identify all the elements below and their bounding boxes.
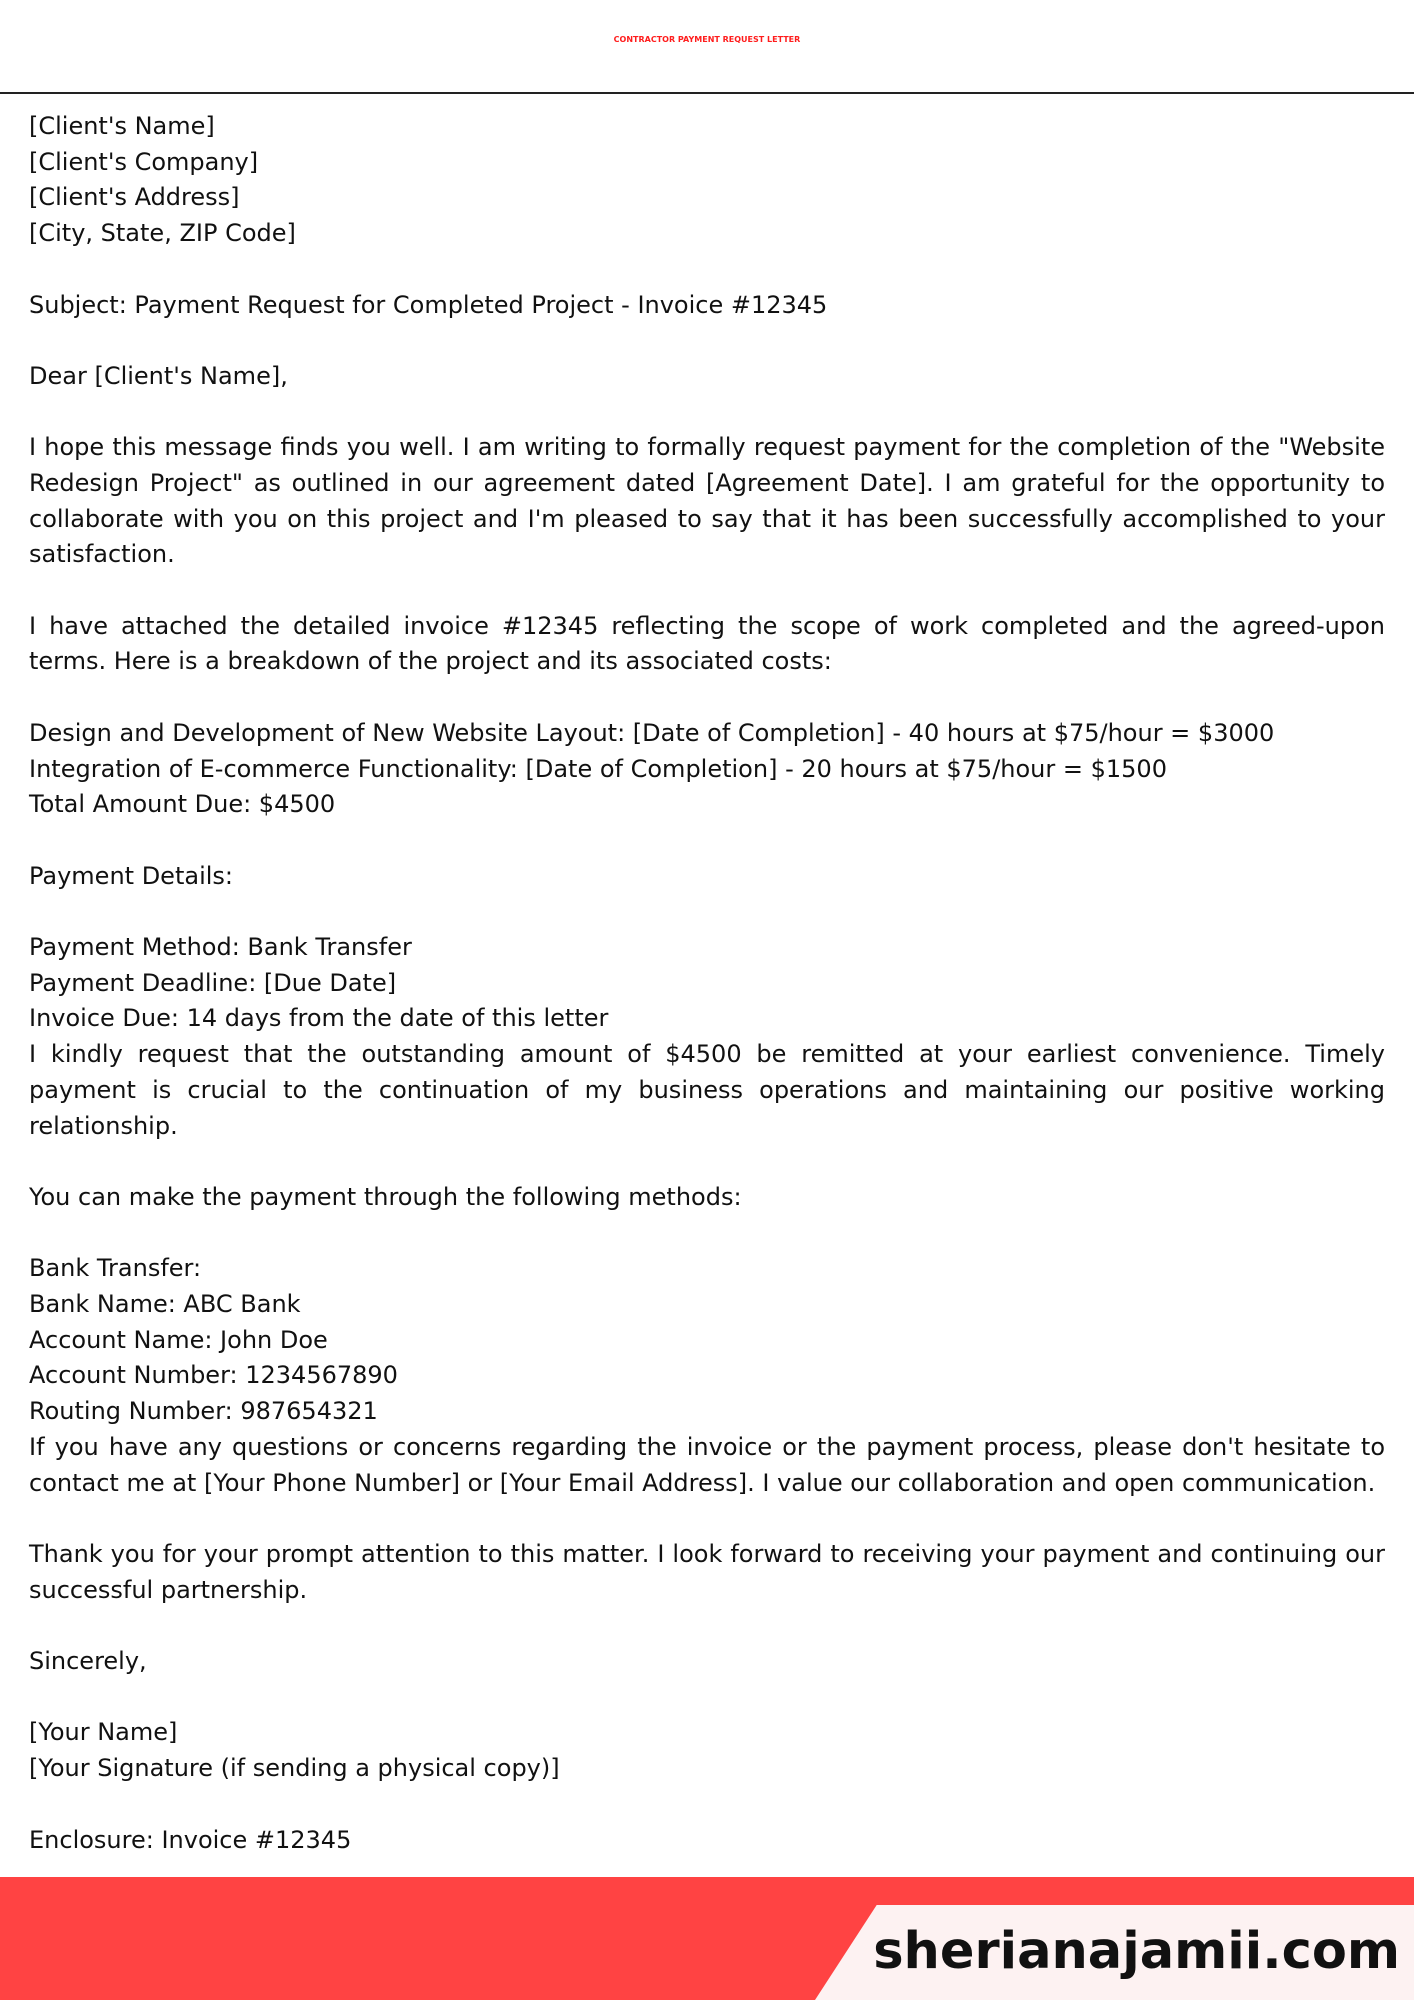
client-city: [City, State, ZIP Code] [29, 219, 296, 248]
spacer [29, 1787, 1385, 1823]
routing-number: Routing Number: 987654321 [29, 1397, 378, 1426]
sender-signature: [Your Signature (if sending a physical copy)] [29, 1754, 560, 1783]
spacer [29, 323, 1385, 359]
client-name: [Client's Name] [29, 112, 215, 140]
spacer [29, 1680, 1385, 1716]
sign-off: Sincerely, [29, 1647, 147, 1676]
request-paragraph: I kindly request that the outstanding amount of $4500 be remitted at your earliest convenience. Timely payment is crucial to the continuation of my business operations and maintaining our positive working relationship. [29, 1040, 1385, 1140]
footer-website: sherianajamii.com [873, 1922, 1400, 1981]
title-divider [0, 92, 1414, 94]
invoice-due: Invoice Due: 14 days from the date of this letter [29, 1004, 609, 1033]
spacer [29, 1144, 1385, 1180]
bank-name: Bank Name: ABC Bank [29, 1290, 301, 1319]
client-company: [Client's Company] [29, 147, 259, 176]
spacer [29, 894, 1385, 930]
payment-deadline: Payment Deadline: [Due Date] [29, 968, 397, 997]
spacer [29, 823, 1385, 859]
breakdown-item: Design and Development of New Website Layout: [Date of Completion] - 40 hours at $75/hour = $3000 [29, 718, 1275, 747]
subject-line: Subject: Payment Request for Completed Project - Invoice #12345 [29, 290, 828, 319]
enclosure: Enclosure: Invoice #12345 [29, 1825, 352, 1854]
client-address: [Client's Address] [29, 183, 240, 212]
bank-transfer-heading: Bank Transfer: [29, 1254, 202, 1283]
invoice-paragraph: I have attached the detailed invoice #12345 reflecting the scope of work completed and the agreed-upon terms. Here is a breakdown of the project and its associated costs: [29, 611, 1385, 676]
spacer [29, 1501, 1385, 1537]
spacer [29, 395, 1385, 431]
account-number: Account Number: 1234567890 [29, 1361, 398, 1390]
payment-method: Payment Method: Bank Transfer [29, 933, 412, 962]
intro-paragraph: I hope this message finds you well. I am writing to formally request payment for the completion of the "Website Redesign Project" as outlined in our agreement dated [Agreement Date]. I am grateful for the opportunity to collaborate with you on this project and I'm pleased to say that it has been successfully accomplished to your satisfaction. [29, 433, 1385, 569]
sender-name: [Your Name] [29, 1718, 178, 1747]
spacer [29, 573, 1385, 609]
account-name: Account Name: John Doe [29, 1325, 328, 1354]
payment-details-heading: Payment Details: [29, 861, 233, 890]
spacer [29, 1216, 1385, 1252]
salutation: Dear [Client's Name], [29, 361, 288, 390]
spacer [29, 680, 1385, 716]
questions-paragraph: If you have any questions or concerns regarding the invoice or the payment process, please don't hesitate to contact me at [Your Phone Number] or [Your Email Address]. I value our collaboration and open communication. [29, 1432, 1385, 1497]
breakdown-item: Integration of E-commerce Functionality: [Date of Completion] - 20 hours at $75/hour = $1500 [29, 754, 1167, 783]
letter-title: CONTRACTOR PAYMENT REQUEST LETTER [613, 35, 801, 44]
spacer [29, 1608, 1385, 1644]
breakdown-total: Total Amount Due: $4500 [29, 790, 336, 819]
thanks-paragraph: Thank you for your prompt attention to this matter. I look forward to receiving your payment and continuing our successful partnership. [29, 1539, 1385, 1604]
spacer [29, 252, 1385, 288]
letter-body [29, 109, 1385, 1858]
methods-intro: You can make the payment through the following methods: [29, 1182, 742, 1211]
